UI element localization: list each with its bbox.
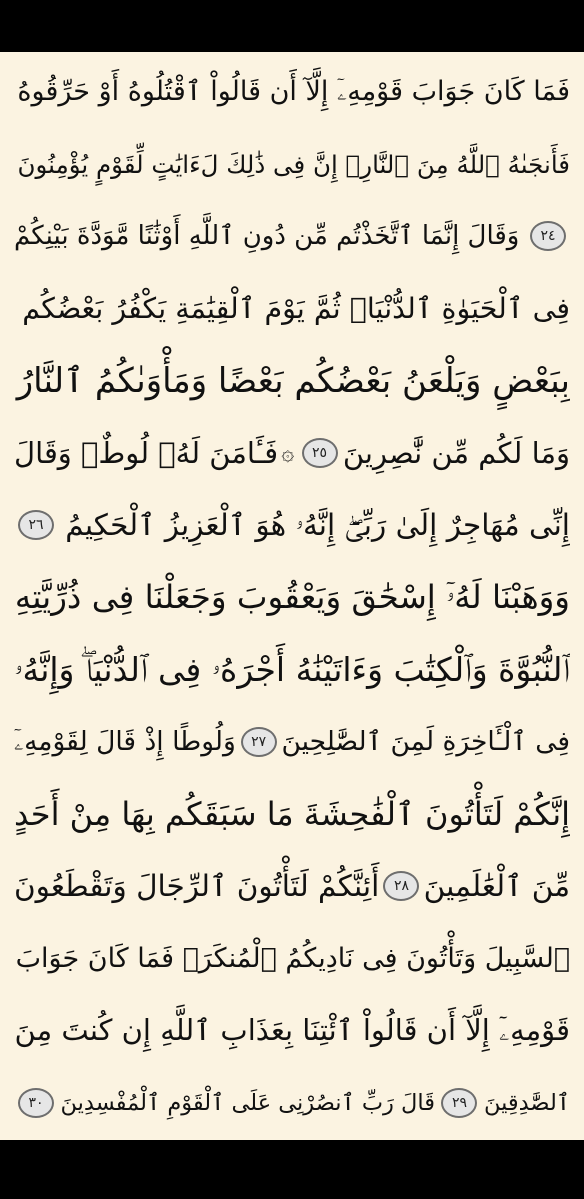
verse-line xyxy=(14,273,570,345)
ayah-number-marker[interactable]: ٢٥ xyxy=(302,438,338,468)
verse-line xyxy=(14,1067,570,1139)
verse-line xyxy=(14,561,570,633)
verse-line xyxy=(14,634,570,706)
verse-line xyxy=(14,489,570,561)
verse-text: أَئِنَّكُمْ لَتَأْتُونَ ٱلرِّجَالَ وَتَقْطَعُونَ xyxy=(14,869,380,904)
verse-text: فَأَنجَىٰهُ ٱللَّهُ مِنَ ٱلنَّارِۚ إِنَّ فِى ذَٰلِكَ لَءَايَٰتٍ لِّقَوْمٍ يُؤْمِنُونَ xyxy=(17,149,570,179)
verse-line xyxy=(14,994,570,1066)
verse-line xyxy=(14,417,570,489)
verse-text: إِنِّى مُهَاجِرٌ إِلَىٰ رَبِّىٓۖ إِنَّهُۥ هُوَ ٱلْعَزِيزُ ٱلْحَكِيمُ xyxy=(65,507,570,542)
verse-line xyxy=(14,56,570,128)
verse-line xyxy=(14,706,570,778)
ayah-number-marker[interactable]: ٢٧ xyxy=(241,727,277,757)
verse-text: فِى ٱلْـَٔاخِرَةِ لَمِنَ ٱلصَّٰلِحِينَ xyxy=(281,726,570,758)
verse-text: مِّنَ ٱلْعَٰلَمِينَ xyxy=(423,869,570,904)
ayah-number-marker[interactable]: ٢٨ xyxy=(383,871,419,901)
verse-text: قَوْمِهِۦٓ إِلَّآ أَن قَالُواْ ٱئْتِنَا بِعَذَابِ ٱللَّهِ إِن كُنتَ مِنَ xyxy=(14,1013,570,1048)
ayah-number-marker[interactable]: ٢٩ xyxy=(441,1088,477,1118)
verse-line xyxy=(14,922,570,994)
verse-text: فَـَٔامَنَ لَهُۥ لُوطٌۘ وَقَالَ xyxy=(14,436,279,471)
mushaf-page[interactable] xyxy=(0,52,584,1140)
verse-text: بِبَعْضٍ وَيَلْعَنُ بَعْضُكُم بَعْضًا وَمَأْوَىٰكُمُ ٱلنَّارُ xyxy=(16,361,570,402)
ayah-number-marker[interactable]: ٢٤ xyxy=(530,221,566,251)
verse-line xyxy=(14,778,570,850)
navigation-bar xyxy=(0,1140,584,1199)
hizb-star-icon: ۞ xyxy=(281,440,295,466)
verse-text: قَالَ رَبِّ ٱنصُرْنِى عَلَى ٱلْقَوْمِ ٱلْمُفْسِدِينَ xyxy=(60,1089,435,1116)
verse-text: ٱلصَّٰدِقِينَ xyxy=(483,1089,570,1116)
verse-text: وَلُوطًا إِذْ قَالَ لِقَوْمِهِۦٓ xyxy=(14,725,236,757)
verse-text: ٱلسَّبِيلَ وَتَأْتُونَ فِى نَادِيكُمُ ٱلْمُنكَرَۖ فَمَا كَانَ جَوَابَ xyxy=(15,942,570,974)
verse-line xyxy=(14,345,570,417)
verse-text: إِنَّكُمْ لَتَأْتُونَ ٱلْفَٰحِشَةَ مَا سَبَقَكُم بِهَا مِنْ أَحَدٍ xyxy=(14,794,570,833)
verse-line xyxy=(14,850,570,922)
verse-line xyxy=(14,128,570,200)
verse-line xyxy=(14,200,570,272)
verse-text: فَمَا كَانَ جَوَابَ قَوْمِهِۦٓ إِلَّآ أَن قَالُواْ ٱقْتُلُوهُ أَوْ حَرِّقُوهُ xyxy=(17,76,570,108)
ayah-number-marker[interactable]: ٣٠ xyxy=(18,1088,54,1118)
verse-text: وَوَهَبْنَا لَهُۥٓ إِسْحَٰقَ وَيَعْقُوبَ وَجَعَلْنَا فِى ذُرِّيَّتِهِ xyxy=(14,577,570,616)
verse-text: ٱلنُّبُوَّةَ وَٱلْكِتَٰبَ وَءَاتَيْنَٰهُ أَجْرَهُۥ فِى ٱلدُّنْيَاۖ وَإِنَّهُۥ xyxy=(14,649,570,689)
verse-text: فِى ٱلْحَيَوٰةِ ٱلدُّنْيَاۖ ثُمَّ يَوْمَ ٱلْقِيَٰمَةِ يَكْفُرُ بَعْضُكُم xyxy=(22,292,570,326)
verse-text: وَقَالَ إِنَّمَا ٱتَّخَذْتُم مِّن دُونِ ٱللَّهِ أَوْثَٰنًا مَّوَدَّةَ بَيْنِكُمْ xyxy=(14,221,520,252)
verse-text: وَمَا لَكُم مِّن نَّٰصِرِينَ xyxy=(342,436,570,471)
ayah-number-marker[interactable]: ٢٦ xyxy=(18,510,54,540)
status-bar xyxy=(0,0,584,52)
